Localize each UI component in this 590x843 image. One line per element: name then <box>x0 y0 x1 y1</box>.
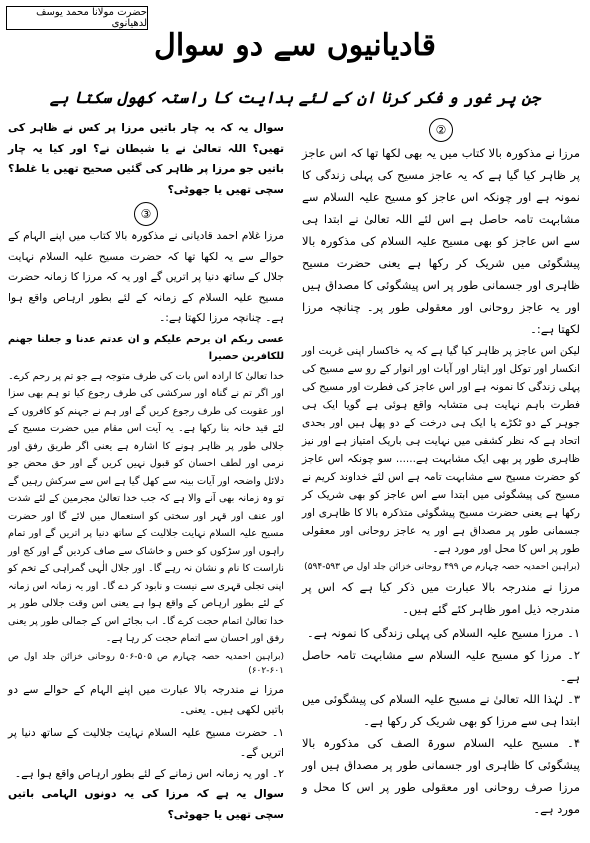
author-box <box>6 6 148 30</box>
reference: (براہین احمدیہ حصہ چہارم ص ۴۹۹ روحانی خزائن جلد اول ص ۵۹۳-۵۹۴) <box>304 562 580 572</box>
points-list <box>8 723 284 785</box>
quotation: خدا تعالیٰ کا ارادہ اس بات کی طرف متوجہ ہے جو تم پر رحم کرے۔ اور اگر تم نے گناہ اور سرکشی کی طرف رجوع کیا تو ہم بھی سزا اور عقوبت کی طرف رجوع کریں گے اور ہم نے جہنم کو کافروں کے لئے قید خانہ بنا رکھا ہے۔ یہ آیت اس مقام میں حضرت مسیح کے جلالی طور پر ظاہر ہونے کا اشارہ ہے یعنی اگر طریق رفق اور نرمی اور لطف احسان کو قبول نہیں کریں گے اور حق محض جو دلائل واضحہ اور آیات بینہ سے کھل گیا ہے اس سے سرکش رہیں گے تو وہ زمانہ بھی آنے والا ہے کہ جب خدا تعالیٰ مجرمین کے لئے شدت اور عنف اور قہر اور سختی کو استعمال میں لائے گا اور حضرت مسیح علیہ السلام نہایت جلالیت کے ساتھ دنیا پر اتریں گے اور تمام راہوں اور سڑکوں کو خس و خاشاک سے صاف کردیں گے اور کج اور ناراست کا نام و نشان نہ رہے گا۔ اور جلال الٰہی گمراہی کے تخم کو اپنی تجلی قہری سے نیست و نابود کر دے گا۔ اور یہ زمانہ اس زمانہ کے لئے بطور ارہاص کے واقع ہوا ہے یعنی اس وقت جلالی طور پر خدا تعالیٰ اتمام حجت کرے گا۔ اب بجائے اس کے جمالی طور پر یعنی رفق اور احسان سے اتمام حجت کر رہا ہے۔ <box>7 370 284 644</box>
right-column <box>302 118 580 820</box>
list-item: ۳۔ لہٰذا اللہ تعالیٰ نے مسیح علیہ السلام کی پیشگوئی میں ابتدا ہی سے مرزا کو بھی شریک کر رکھا ہے۔ <box>302 692 580 728</box>
paragraph: مرزا غلام احمد قادیانی نے مذکورہ بالا کتاب میں اپنے الہام کے حوالے سے یہ لکھا تھا کہ حضرت مسیح علیہ السلام نہایت جلال کے ساتھ دنیا پر اتریں گے اور یہ کہ مرزا کا زمانہ حضرت مسیح علیہ السلام کے زمانہ کے لئے بطور ارہاص واقع ہوا ہے۔ چنانچہ مرزا لکھتا ہے:۔ <box>8 229 284 324</box>
article-subtitle: جن پر غور و فکر کرنا ان کے لئے ہدایت کا راستہ کھول سکتا ہے <box>49 88 541 107</box>
points-list <box>302 622 580 820</box>
article-title: قادیانیوں سے دو سوال <box>154 28 436 63</box>
quotation: لیکن اس عاجز پر ظاہر کیا گیا ہے کہ یہ خاکسار اپنی غربت اور انکسار اور توکل اور ایثار اور آیات اور انوار کے رو سے مسیح کی پہلی زندگی کا نمونہ ہے اور اس عاجز کی فطرت اور مسیح کی فطرت باہم نہایت ہی متشابہ واقع ہوئی ہے گویا ایک ہی جوہر کے دو ٹکڑے یا ایک ہی درخت کے دو پھل ہیں اور بحدی اتحاد ہے کہ نظر کشفی میں نہایت ہی باریک امتیاز ہے اور نیز ظاہری طور پر بھی ایک مشابہت ہے...... سو چونکہ اس عاجز کو حضرت مسیح سے مشابہت تامہ ہے اس لئے خداوند کریم نے مسیح کی پیشگوئی میں ابتدا سے اس عاجز کو بھی شریک کر رکھا ہے یعنی حضرت مسیح پیشگوئی متذکرہ بالا کا ظاہری اور جسمانی طور پر مصداق ہے اور یہ عاجز روحانی اور معقولی طور پر اس کا محل اور مورد ہے۔ <box>302 345 580 555</box>
final-question: سوال یہ ہے کہ مرزا کی یہ دونوں الہامی باتیں سچی تھیں یا جھوٹی؟ <box>8 787 284 821</box>
left-column <box>8 118 284 827</box>
list-item: ۲۔ اور یہ زمانہ اس زمانے کے لئے بطور ارہاص واقع ہوا ہے۔ <box>14 766 284 780</box>
list-item: ۲۔ مرزا کو مسیح علیہ السلام سے مشابہت تامہ حاصل ہے۔ <box>302 648 580 684</box>
paragraph: مرزا نے مندرجہ بالا عبارت میں ذکر کیا ہے کہ اس پر مندرجہ ذیل امور ظاہر کئے گئے ہیں۔ <box>302 580 580 616</box>
arabic-verse: عسى ربكم ان يرحم عليكم و ان عدتم عدنا و جعلنا جهنم للكافرين حصيرا <box>8 333 284 362</box>
paragraph: مرزا نے مذکورہ بالا کتاب میں یہ بھی لکھا تھا کہ اس عاجز پر ظاہر کیا گیا ہے کہ یہ عاجز مسیح کی پہلی زندگی کا نمونہ ہے اور چونکہ اس عاجز کو مسیح علیہ السلام سے مشابہت تامہ حاصل ہے اس لئے اللہ تعالیٰ نے ابتدا ہی سے اس عاجز کو بھی مسیح علیہ السلام کی مذکورہ بالا پیشگوئی میں شریک کر رکھا ہے یعنی حضرت مسیح ظاہری اور جسمانی طور پر اس پیشگوئی کا مصداق ہیں اور یہ عاجز روحانی اور معقولی طور پر۔ چنانچہ مرزا لکھتا ہے:۔ <box>302 146 580 336</box>
paragraph: مرزا نے مندرجہ بالا عبارت میں اپنے الہام کے حوالے سے دو باتیں لکھی ہیں۔ یعنی۔ <box>8 682 284 716</box>
list-item: ۱۔ مرزا مسیح علیہ السلام کی پہلی زندگی کا نمونہ ہے۔ <box>306 626 580 640</box>
question: سوال یہ کہ یہ چار باتیں مرزا پر کس نے ظاہر کی تھیں؟ اللہ تعالیٰ نے یا شیطان نے؟ اور کیا یہ چار باتیں جو مرزا پر ظاہر کی گئیں صحیح تھیں یا غلط؟ سچی تھیں یا جھوٹی؟ <box>8 121 284 196</box>
section-number-3: ③ <box>134 202 158 226</box>
section-number-2: ② <box>429 118 453 142</box>
list-item: ۱۔ حضرت مسیح علیہ السلام نہایت جلالیت کے ساتھ دنیا پر اتریں گے۔ <box>8 725 284 759</box>
reference: (براہین احمدیہ حصہ چہارم ص ۵۰۵-۵۰۶ روحانی خزائن جلد اول ص ۶۰۱-۶۰۲) <box>8 651 284 676</box>
author-name: حضرت مولانا محمد یوسف لدھیانوی <box>36 7 147 29</box>
list-item: ۴۔ مسیح علیہ السلام سورۃ الصف کی مذکورہ بالا پیشگوئی کا ظاہری اور جسمانی طور پر مصداق ہیں اور مرزا صرف روحانی اور معقولی طور پر اس کا محل و مورد ہے۔ <box>302 736 580 816</box>
